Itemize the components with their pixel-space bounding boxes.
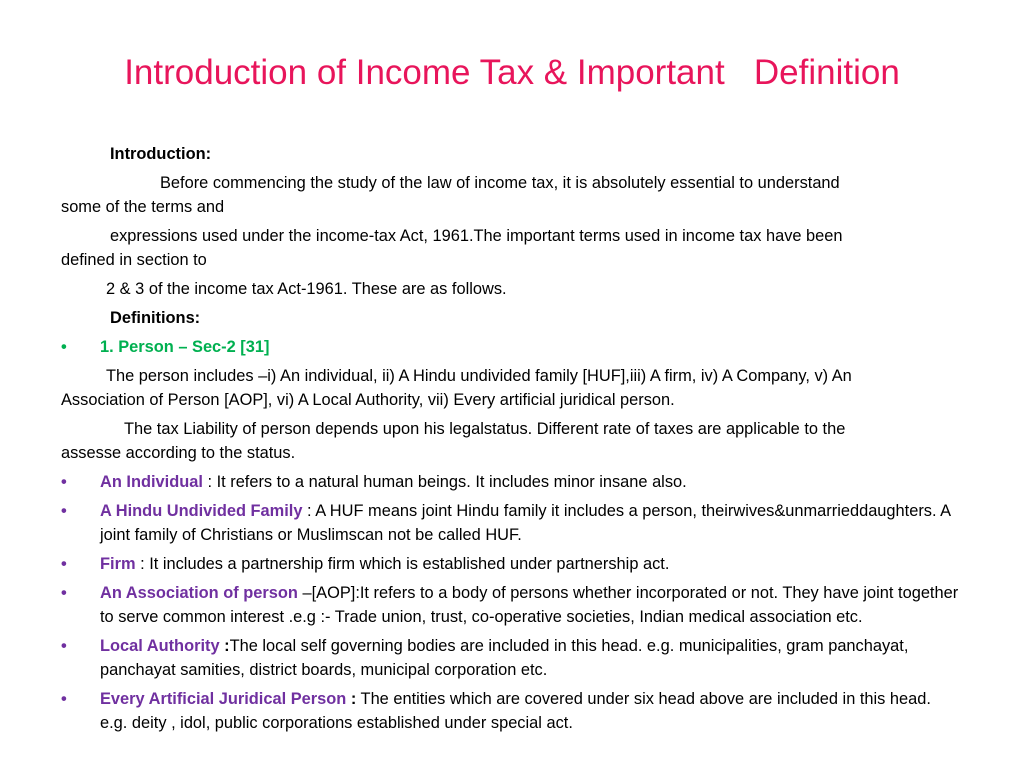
definition-separator: : — [219, 637, 230, 655]
bullet-icon: • — [61, 338, 67, 356]
slide-body — [61, 142, 961, 740]
definition-item-aop — [61, 581, 961, 629]
intro-p2-line-a: expressions used under the income-tax Act, 1961.The important terms used in income tax have been — [110, 227, 843, 245]
definition-item-artificial-juridical-person — [61, 687, 961, 735]
person-liability-paragraph — [61, 417, 961, 465]
definition-term: A Hindu Undivided Family — [100, 502, 303, 520]
intro-p1-line-b: some of the terms and — [61, 198, 225, 216]
intro-paragraph-3: 2 & 3 of the income tax Act-1961. These are as follows. — [106, 280, 507, 298]
bullet-icon: • — [61, 473, 67, 491]
definition-description: : It refers to a natural human beings. It includes minor insane also. — [202, 473, 687, 491]
definition-term: Every Artificial Juridical Person — [100, 690, 347, 708]
definition-term: Local Authority — [100, 637, 220, 655]
intro-paragraph-2 — [61, 224, 961, 272]
definition-description: : It includes a partnership firm which is established under partnership act. — [135, 555, 670, 573]
person-text-line-c: The tax Liability of person depends upon his legalstatus. Different rate of taxes are applicable to the — [124, 420, 846, 438]
definition-term: An Association of person — [100, 584, 298, 602]
bullet-icon: • — [61, 584, 67, 602]
person-paragraph — [61, 364, 961, 412]
definitions-heading: Definitions: — [110, 309, 201, 327]
definition-separator: : — [346, 690, 357, 708]
bullet-icon: • — [61, 502, 67, 520]
definition-term: Firm — [100, 555, 136, 573]
bullet-icon: • — [61, 555, 67, 573]
intro-p1-line-a: Before commencing the study of the law of income tax, it is absolutely essential to understand — [160, 174, 840, 192]
definition-description: The entities which are covered under six head above are included in this head. e.g. deity , idol, public corporations established under special act. — [100, 690, 931, 732]
introduction-heading: Introduction: — [110, 145, 212, 163]
person-heading: 1. Person – Sec-2 [31] — [100, 338, 270, 356]
definition-item-huf — [61, 499, 961, 547]
slide-title: Introduction of Income Tax & Important Definition — [124, 53, 900, 92]
intro-p2-line-b: defined in section to — [61, 251, 207, 269]
person-text-line-b: Association of Person [AOP], vi) A Local Authority, vii) Every artificial juridical person. — [61, 391, 675, 409]
definition-item-firm — [61, 552, 961, 576]
definition-item-local-authority — [61, 634, 961, 682]
bullet-icon: • — [61, 690, 67, 708]
person-text-line-d: assesse according to the status. — [61, 444, 296, 462]
definition-description: : A HUF means joint Hindu family it includes a person, theirwives&unmarrieddaughters. A joint family of Christians or Muslimscan not be called HUF. — [100, 502, 951, 544]
person-text-line-a: The person includes –i) An individual, ii) A Hindu undivided family [HUF],iii) A firm, iv) A Company, v) An — [106, 367, 852, 385]
definition-description: –[AOP]:It refers to a body of persons whether incorporated or not. They have joint together to serve common interest .e.g :- Trade union, trust, co-operative societies, Indian medical association etc. — [100, 584, 959, 626]
definition-item-individual — [61, 470, 961, 494]
intro-paragraph-1 — [61, 171, 961, 219]
definition-term: An Individual — [100, 473, 203, 491]
bullet-icon: • — [61, 637, 67, 655]
person-bullet-item — [61, 335, 961, 359]
definition-description: The local self governing bodies are included in this head. e.g. municipalities, gram panchayat, panchayat samities, district boards, municipal corporation etc. — [100, 637, 909, 679]
